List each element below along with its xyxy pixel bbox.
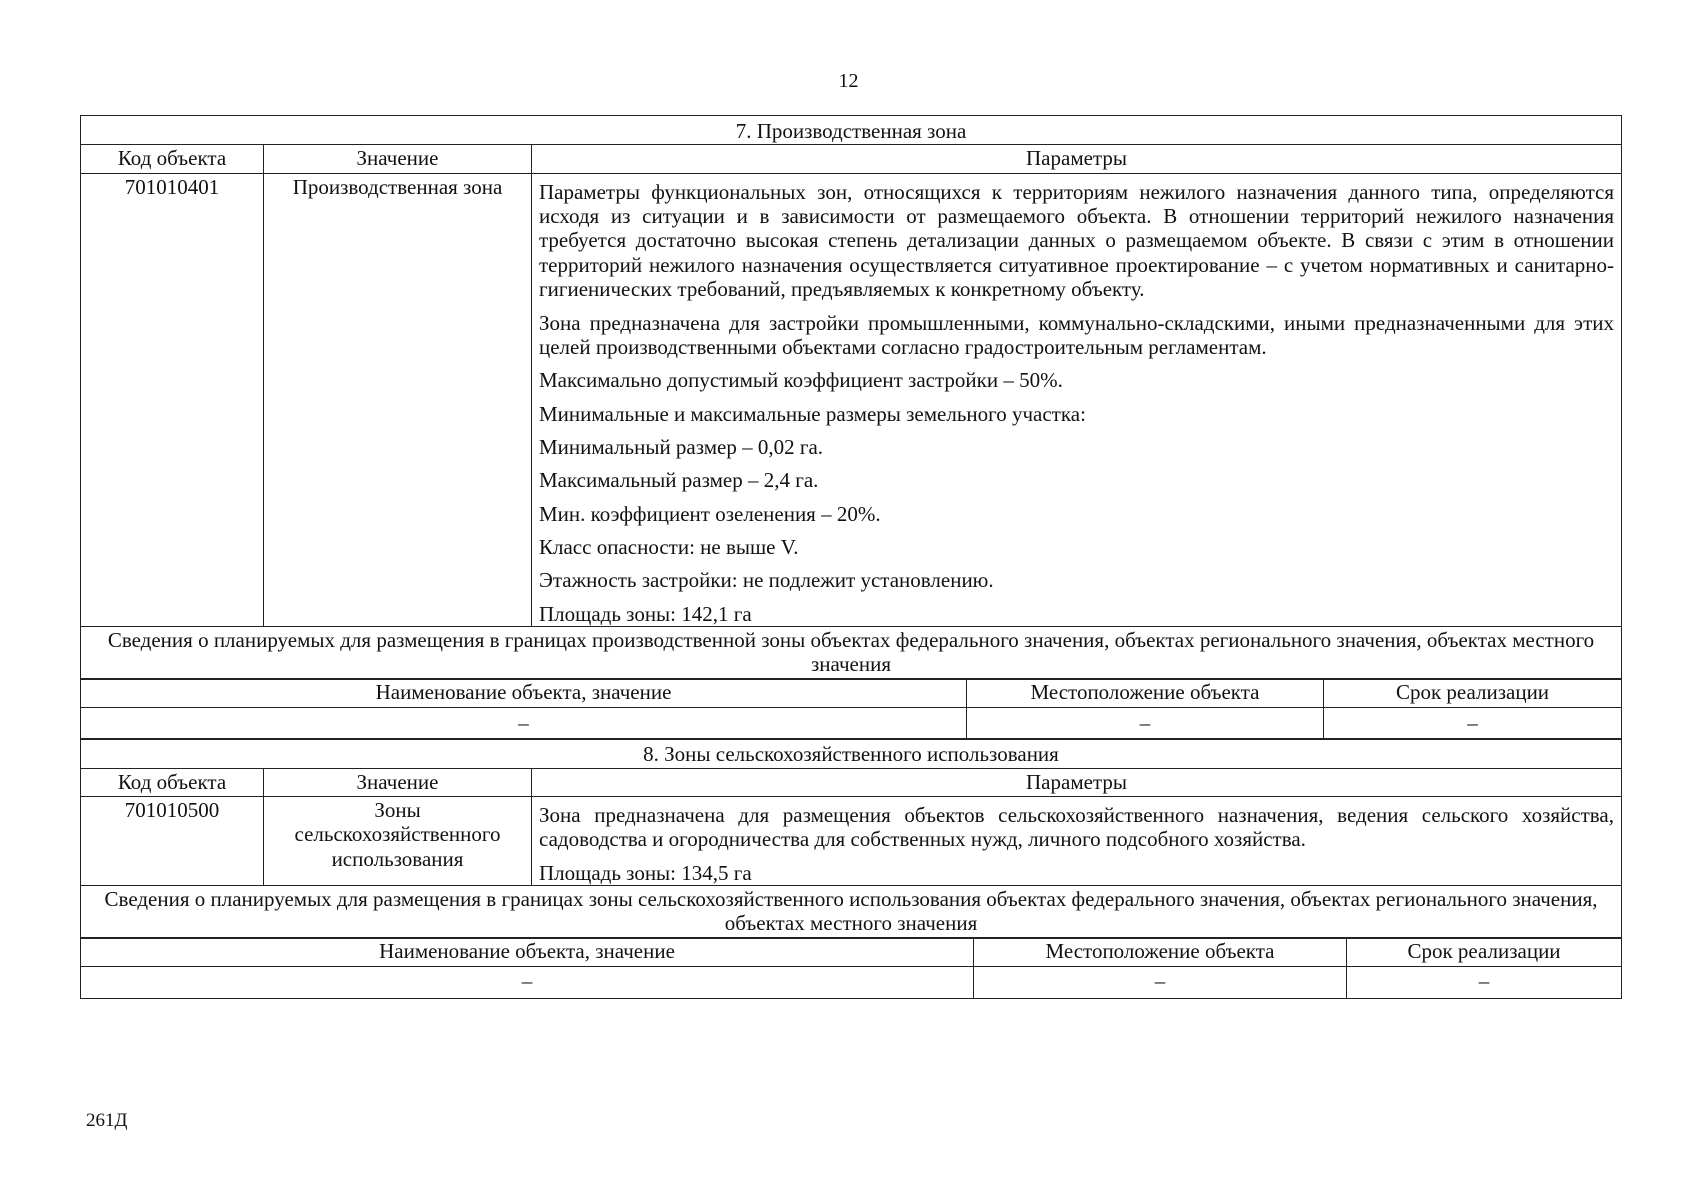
planned-objects-table-agricultural — [80, 937, 1622, 998]
param-paragraph: Класс опасности: не выше V. — [539, 535, 799, 560]
param-paragraph: Зона предназначена для застройки промышленными, коммунально-складскими, иными предназначенными для этих целей производственными объектами согласно градостроительным регламентам. — [539, 310, 1614, 359]
param-paragraph: Площадь зоны: 134,5 га — [539, 860, 752, 885]
planned-objects-info: Сведения о планируемых для размещения в границах производственной зоны объектах федерального значения, объектах регионального значения, объектах местного значения — [81, 627, 1622, 680]
planned-objects-table-production — [80, 678, 1622, 739]
param-paragraph: Этажность застройки: не подлежит установлению. — [539, 568, 994, 593]
section-title: 7. Производственная зона — [81, 116, 1622, 145]
object-params — [532, 173, 1622, 626]
planned-header-location: Местоположение объекта — [974, 938, 1347, 966]
object-code: 701010500 — [81, 796, 264, 885]
param-paragraph: Минимальный размер – 0,02 га. — [539, 434, 824, 459]
planned-objects-info: Сведения о планируемых для размещения в границах зоны сельскохозяйственного использования объектах федерального значения, объектах регионального значения, объектах местного значения — [81, 885, 1622, 938]
param-paragraph: Зона предназначена для размещения объектов сельскохозяйственного назначения, ведения сельского хозяйства, садоводства и огородничества для собственных нужд, личного подсобного хозяйства. — [539, 802, 1614, 852]
param-paragraph: Максимально допустимый коэффициент застройки – 50%. — [539, 368, 1063, 393]
header-value: Значение — [264, 768, 532, 796]
header-params: Параметры — [532, 145, 1622, 173]
zone-table-production — [80, 115, 1622, 680]
section-title: 8. Зоны сельскохозяйственного использования — [81, 739, 1622, 768]
planned-header-name: Наименование объекта, значение — [81, 938, 974, 966]
footer-document-code: 261Д — [86, 1110, 128, 1131]
param-paragraph: Площадь зоны: 142,1 га — [539, 601, 752, 626]
planned-name: – — [81, 966, 974, 998]
planned-header-term: Срок реализации — [1324, 679, 1622, 707]
object-code: 701010401 — [81, 173, 264, 626]
planned-term: – — [1347, 966, 1622, 998]
planned-location: – — [967, 707, 1324, 739]
planned-header-location: Местоположение объекта — [967, 679, 1324, 707]
planned-name: – — [81, 707, 967, 739]
param-paragraph: Мин. коэффициент озеленения – 20%. — [539, 501, 881, 526]
header-params: Параметры — [532, 768, 1622, 796]
header-code: Код объекта — [81, 145, 264, 173]
planned-term: – — [1324, 707, 1622, 739]
planned-header-term: Срок реализации — [1347, 938, 1622, 966]
zone-table-agricultural — [80, 738, 1622, 939]
planned-header-name: Наименование объекта, значение — [81, 679, 967, 707]
header-code: Код объекта — [81, 768, 264, 796]
header-value: Значение — [264, 145, 532, 173]
planned-location: – — [974, 966, 1347, 998]
param-paragraph: Максимальный размер – 2,4 га. — [539, 468, 819, 493]
document-body — [80, 115, 1622, 999]
param-paragraph: Параметры функциональных зон, относящихся к территориям нежилого назначения данного типа, определяются исходя из ситуации и в зависимости от размещаемого объекта. В отношении территорий нежилого назначения требуется достаточно высокая степень детализации данных о размещаемом объекте. В связи с этим в отношении территорий нежилого назначения осуществляется ситуативное проектирование – с учетом нормативных и санитарно-гигиенических требований, предъявляемых к конкретному объекту. — [539, 179, 1614, 302]
param-paragraph: Минимальные и максимальные размеры земельного участка: — [539, 401, 1086, 426]
object-params — [532, 796, 1622, 885]
object-value: Зоны сельскохозяйственного использования — [264, 796, 532, 885]
object-value: Производственная зона — [264, 173, 532, 626]
page-number: 12 — [838, 70, 859, 92]
